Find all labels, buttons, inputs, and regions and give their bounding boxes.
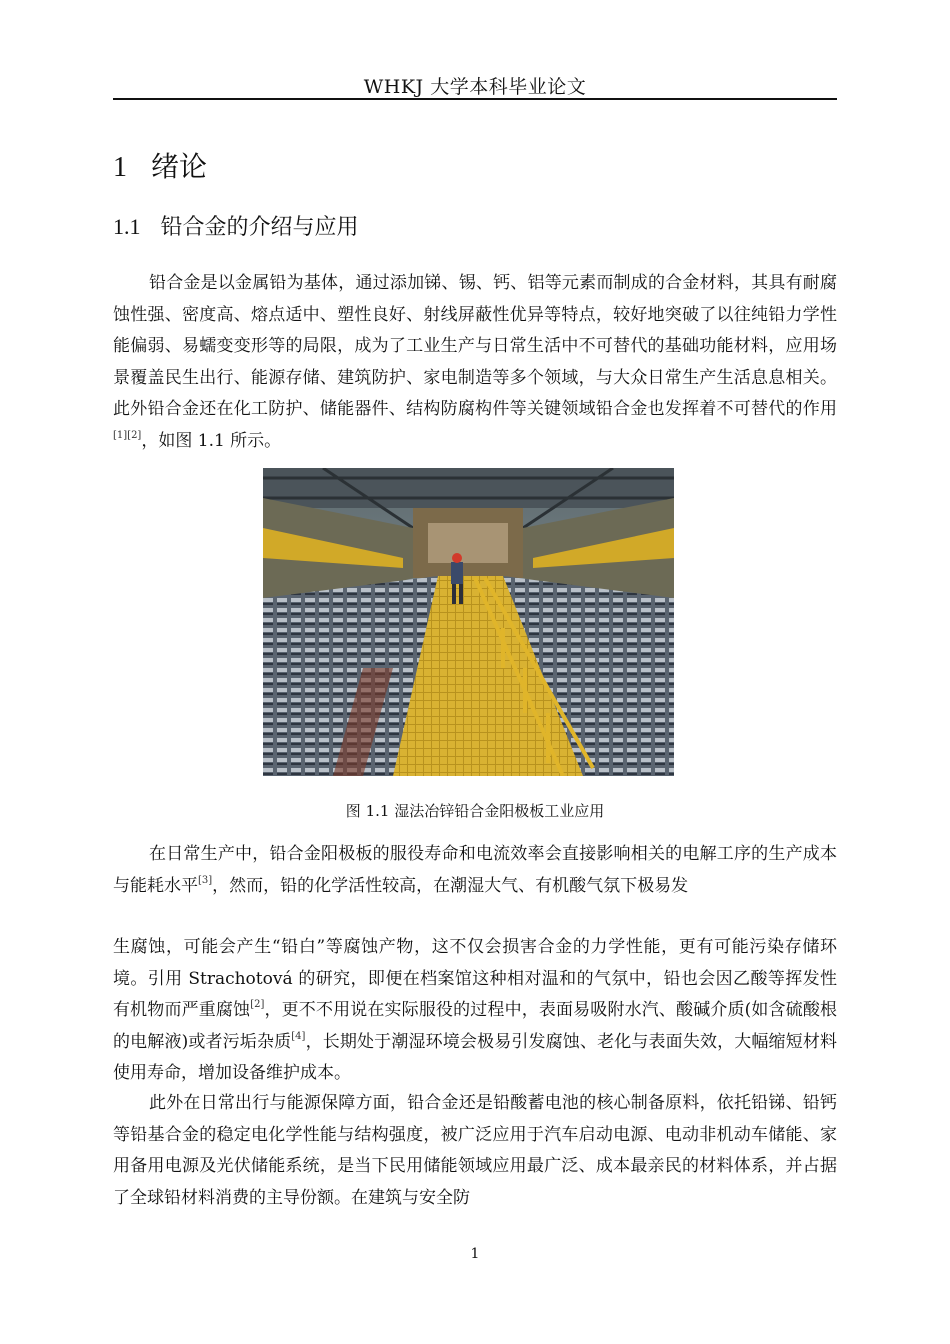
paragraph-intro-text: 铅合金是以金属铅为基体，通过添加锑、锡、钙、铝等元素而制成的合金材料，其具有耐腐蚀性强、密度高、熔点适中、塑性良好、射线屏蔽性优异等特点，较好地突破了以往纯铅力学性能偏弱、易蠕变变形等的局限，成为了工业生产与日常生活中不可替代的基础功能材料，应用场景覆盖民生出行、能源存储、建筑防护、家电制造等多个领域，与大众日常生产生活息息相关。此外铅合金还在化工防护、储能器件、结构防腐构件等关键领域铅合金也发挥着不可替代的作用 bbox=[113, 273, 837, 419]
paragraph-intro bbox=[113, 268, 837, 457]
factory-photo bbox=[263, 468, 674, 776]
citation: [2] bbox=[250, 999, 265, 1010]
section-title: 铅合金的介绍与应用 bbox=[160, 215, 359, 240]
citation: [1][2] bbox=[113, 429, 142, 441]
paragraph-corrosion-text-1: 生腐蚀，可能会产生“铅白”等腐蚀产物，这不仅会损害合金的力学性能，更有可能污染存储环境。引用 Strachotová 的研究，即便在档案馆这种相对温和的气氛中，铅也会因乙酸等挥发性有机物而严重腐蚀 bbox=[113, 937, 837, 1020]
section-number: 1.1 bbox=[113, 214, 141, 239]
section-heading bbox=[113, 210, 359, 241]
paragraph-energy bbox=[113, 1088, 837, 1214]
figure-photo bbox=[263, 468, 674, 776]
paragraph-production-text-2: ，然而，铅的化学活性较高，在潮湿大气、有机酸气氛下极易发 bbox=[212, 875, 689, 896]
paragraph-corrosion-text-2: ，更不不用说在实际服役的过程中，表面易吸附水汽、酸碱介质(如含硫酸根的电解液)或者污垢杂质 bbox=[113, 1000, 837, 1052]
header-rule bbox=[113, 98, 837, 100]
chapter-number: 1 bbox=[113, 152, 127, 183]
chapter-title: 绪论 bbox=[151, 150, 208, 183]
chapter-heading bbox=[113, 145, 207, 185]
paragraph-production bbox=[113, 839, 837, 902]
paragraph-corrosion bbox=[113, 932, 837, 1090]
figure-caption: 图 1.1 湿法冶锌铅合金阳极板工业应用 bbox=[345, 802, 605, 820]
paragraph-corrosion-text-3: ，长期处于潮湿环境会极易引发腐蚀、老化与表面失效，大幅缩短材料使用寿命，增加设备维护成本。 bbox=[113, 1031, 838, 1083]
paragraph-intro-tail: ，如图 1.1 所示。 bbox=[141, 430, 282, 451]
paragraph-production-text-1: 在日常生产中，铅合金阳极板的服役寿命和电流效率会直接影响相关的电解工序的生产成本与能耗水平 bbox=[113, 844, 837, 896]
citation: [4] bbox=[291, 1030, 306, 1042]
paragraph-energy-text: 此外在日常出行与能源保障方面，铅合金还是铅酸蓄电池的核心制备原料，依托铅锑、铅钙等铅基合金的稳定电化学性能与结构强度，被广泛应用于汽车启动电源、电动非机动车储能、家用备用电源及光伏储能系统，是当下民用储能领域应用最广泛、成本最亲民的材料体系，并占据了全球铅材料消费的主导份额。在建筑与安全防 bbox=[113, 1093, 837, 1208]
citation: [3] bbox=[198, 874, 213, 886]
running-header: WHKJ 大学本科毕业论文 bbox=[363, 76, 587, 98]
page-number: 1 bbox=[470, 1246, 480, 1262]
